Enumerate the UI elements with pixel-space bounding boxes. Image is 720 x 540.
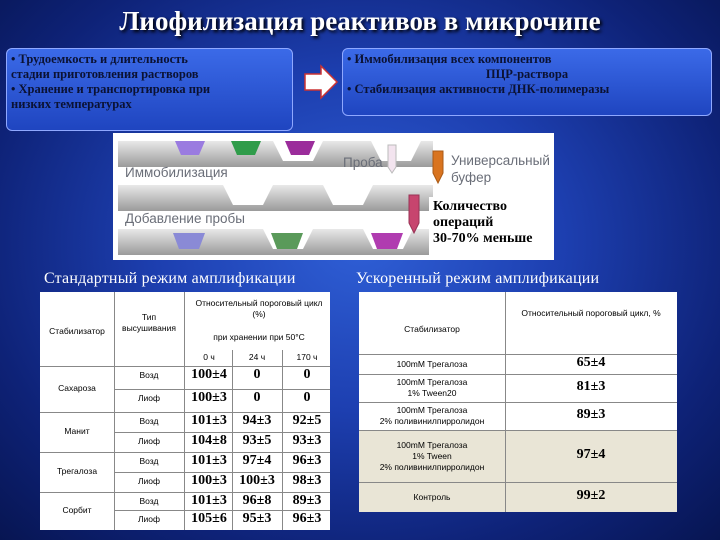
threshold-value: 104±8 [191,433,227,448]
col-drying-type: Тип высушивания [122,312,176,333]
well-3 [285,141,315,155]
drying-type: Лиоф [137,514,161,524]
stabilizer-line: 1% Tween20 [407,388,457,398]
stabilizer-name: Трегалоза [56,466,98,476]
threshold-value: 100±4 [191,367,227,382]
accelerated-mode-title: Ускоренный режим амплификации [356,270,600,287]
col-stabilizer: Стабилизатор [49,326,105,336]
threshold-value: 89±3 [292,493,322,508]
threshold-value: 101±3 [191,413,227,428]
label-buffer-1: Универсальный [451,153,550,168]
threshold-value: 101±3 [191,453,227,468]
threshold-value: 96±8 [242,493,272,508]
problem-line: • Хранение и транспортировка при [11,82,211,96]
ops-line: Количество [433,199,508,214]
accelerated-mode-table [359,292,677,512]
stabilizer-line: 2% поливинилпирролидон [379,416,485,426]
stabilizer-line: Контроль [413,491,451,502]
threshold-value: 100±3 [239,473,275,488]
problem-line: • Трудоемкость и длительность [11,52,188,66]
threshold-value: 100±3 [191,473,227,488]
ops-line: операций [433,215,494,230]
drying-type: Возд [139,496,159,506]
threshold-value: 105±6 [191,511,227,526]
well-5 [271,233,303,249]
stabilizer-line: 1% Tween [412,450,452,461]
drying-type: Возд [139,370,159,380]
drying-type: Лиоф [137,436,161,446]
chip-top [118,141,433,167]
threshold-value: 98±3 [292,473,322,488]
problem-line: низких температурах [11,97,132,111]
stabilizer-line: 100mM Трегалоза [396,377,468,387]
threshold-value: 96±3 [292,453,322,468]
threshold-value: 92±5 [292,413,322,428]
col-threshold: Относительный пороговый цикл (%) [195,298,323,319]
threshold-value: 0 [303,390,311,405]
threshold-value: 0 [253,367,261,382]
probe-tube-2-icon [409,195,419,233]
time-24h: 24 ч [248,352,266,362]
solution-line: ПЦР-раствора [485,67,569,81]
threshold-value: 93±5 [242,433,272,448]
label-add-probe: Добавление пробы [125,211,245,226]
threshold-value: 0 [253,390,261,405]
threshold-value: 93±3 [292,433,322,448]
well-6 [371,233,403,249]
threshold-value: 97±4 [576,447,606,462]
stabilizer-line: 100mM Трегалоза [396,358,468,369]
time-0h: 0 ч [203,352,215,362]
solutions-box [342,48,712,116]
solution-line: • Стабилизация активности ДНК-полимеразы [347,82,610,96]
threshold-value: 89±3 [576,407,606,422]
label-immobilization: Иммобилизация [125,165,228,180]
threshold-value: 101±3 [191,493,227,508]
problems-box [6,48,293,131]
threshold-value: 81±3 [576,379,606,394]
solution-line: • Иммобилизация всех компонентов [347,52,552,66]
label-probe: Проба [343,155,383,170]
drying-type: Лиоф [137,476,161,486]
stabilizer-name: Сахароза [58,383,96,393]
chip-middle [118,185,433,211]
threshold-value: 97±4 [242,453,272,468]
slide-title: Лиофилизация реактивов в микрочипе [119,6,601,36]
threshold-value: 65±4 [576,355,606,370]
threshold-value: 100±3 [191,390,227,405]
drying-type: Лиоф [137,393,161,403]
stabilizer-line: 2% поливинилпирролидон [379,461,485,472]
standard-mode-title: Стандартный режим амплификации [44,270,296,287]
probe-tube-icon [388,145,396,173]
threshold-value: 96±3 [292,511,322,526]
col-storage: при хранении при 50°С [213,332,305,342]
drying-type: Возд [139,416,159,426]
stabilizer-line: 100mM Трегалоза [396,405,468,415]
label-buffer-2: буфер [451,170,492,185]
stabilizer-name: Сорбит [62,505,92,515]
r-col-stabilizer: Стабилизатор [404,324,460,334]
time-170h: 170 ч [296,352,318,362]
threshold-value: 95±3 [242,511,272,526]
threshold-value: 94±3 [242,413,272,428]
r-col-threshold: Относительный пороговый цикл, % [521,308,661,318]
threshold-value: 99±2 [576,488,606,503]
ops-line: 30-70% меньше [433,231,533,246]
buffer-tube-icon [433,151,443,183]
stabilizer-name: Манит [64,426,90,436]
operations-note [429,197,549,260]
threshold-value: 0 [303,367,311,382]
stabilizer-line: 100mM Трегалоза [396,439,468,450]
problem-line: стадии приготовления растворов [11,67,199,81]
standard-mode-table [40,292,330,530]
drying-type: Возд [139,456,159,466]
right-arrow-icon [303,64,339,100]
